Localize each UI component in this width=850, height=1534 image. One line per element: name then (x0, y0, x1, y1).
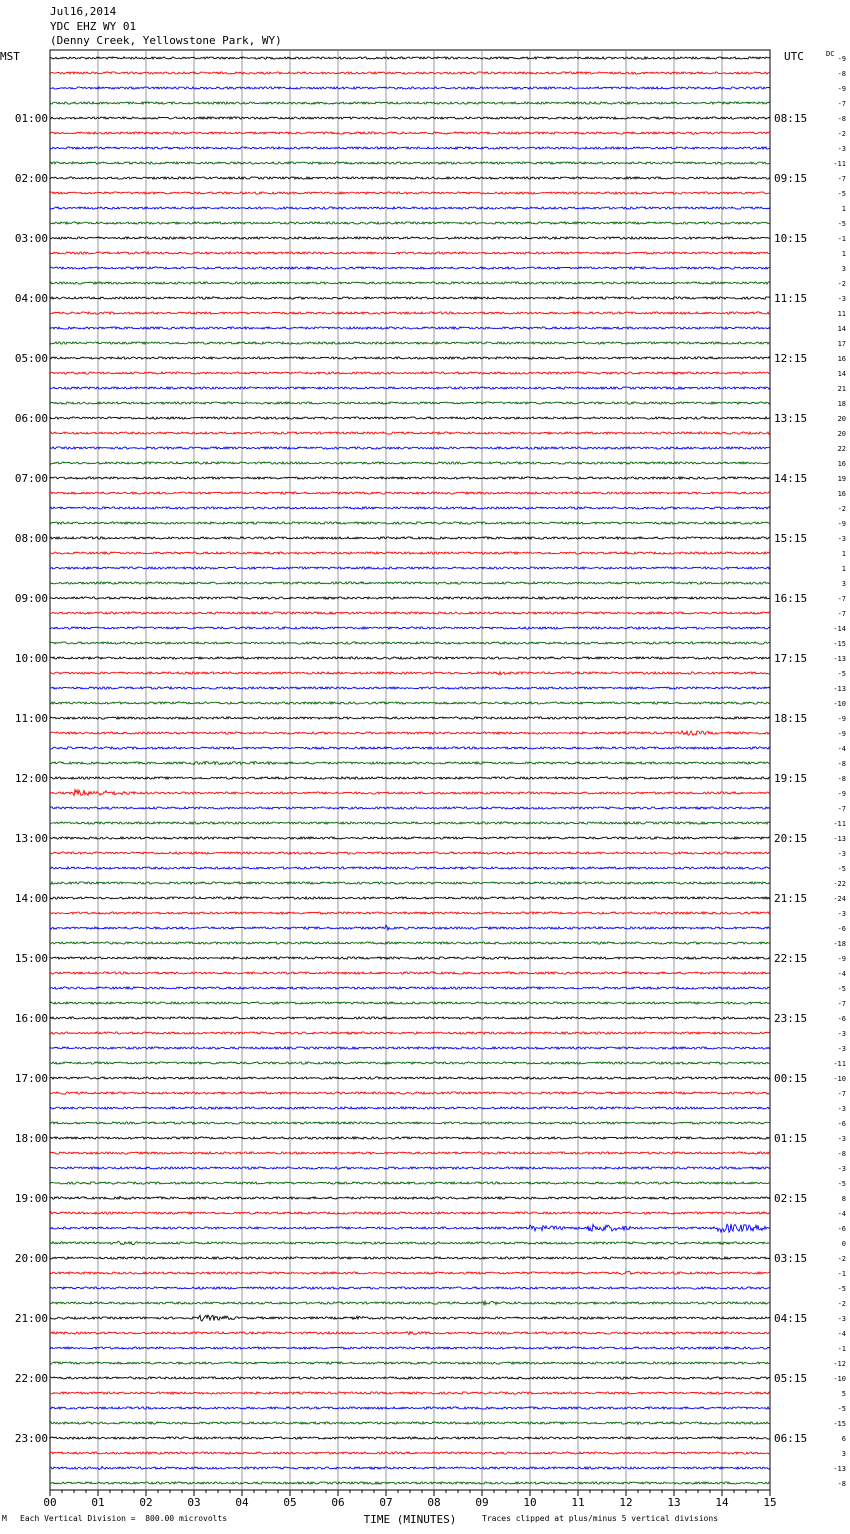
dc-offset-label: -9 (837, 55, 846, 63)
dc-offset-label: -7 (837, 100, 846, 108)
dc-offset-label: -10 (833, 1075, 846, 1083)
trace-line (50, 717, 770, 719)
trace-line (50, 1212, 770, 1214)
x-tick-label: 15 (763, 1496, 777, 1509)
trace-line (50, 822, 770, 824)
trace-line (50, 1002, 770, 1004)
trace-line (50, 1167, 770, 1169)
trace-line (50, 342, 770, 344)
dc-offset-label: 1 (841, 250, 846, 258)
dc-offset-label: -5 (837, 865, 846, 873)
dc-offset-label: 21 (837, 385, 846, 393)
dc-offset-label: -15 (833, 640, 846, 648)
trace-line (50, 687, 770, 689)
dc-offset-label: -6 (837, 925, 846, 933)
dc-offset-label: -7 (837, 1090, 846, 1098)
hour-label-utc: 04:15 (774, 1312, 808, 1325)
hour-label-mst: 13:00 (14, 832, 48, 845)
dc-offset-label: 3 (841, 580, 846, 588)
trace-line (50, 282, 770, 284)
trace-line (50, 867, 770, 869)
dc-offset-label: -5 (837, 1180, 846, 1188)
trace-line (50, 597, 770, 599)
dc-offset-label: -2 (837, 1255, 846, 1263)
dc-offset-label: -12 (833, 1360, 846, 1368)
trace-line (50, 1062, 770, 1064)
trace-line (50, 1137, 770, 1139)
trace-line (50, 987, 770, 989)
hour-label-utc: 08:15 (774, 112, 808, 125)
dc-offset-label: -9 (837, 955, 846, 963)
trace-line (50, 1224, 770, 1232)
trace-line (50, 552, 770, 554)
hour-label-utc: 23:15 (774, 1012, 808, 1025)
x-tick-label: 14 (715, 1496, 729, 1509)
x-tick-label: 07 (379, 1496, 393, 1509)
trace-line (50, 837, 770, 839)
dc-offset-label: -3 (837, 1105, 846, 1113)
hour-label-mst: 15:00 (14, 952, 48, 965)
dc-offset-label: -3 (837, 1030, 846, 1038)
dc-offset-label: -7 (837, 175, 846, 183)
trace-line (50, 417, 770, 419)
dc-offset-label: 8 (841, 1195, 846, 1203)
dc-offset-label: -5 (837, 985, 846, 993)
hour-label-mst: 07:00 (14, 472, 48, 485)
trace-line (50, 761, 770, 765)
dc-offset-label: -2 (837, 505, 846, 513)
dc-offset-label: -7 (837, 595, 846, 603)
x-tick-label: 05 (283, 1496, 297, 1509)
hour-label-utc: 13:15 (774, 412, 808, 425)
trace-line (50, 657, 770, 659)
dc-offset-label: -7 (837, 610, 846, 618)
trace-line (50, 1287, 770, 1289)
dc-offset-label: -9 (837, 715, 846, 723)
dc-offset-label: -7 (837, 1000, 846, 1008)
trace-line (50, 852, 770, 854)
trace-line (50, 387, 770, 389)
trace-line (50, 582, 770, 584)
trace-line (50, 1347, 770, 1349)
dc-offset-label: -1 (837, 1345, 846, 1353)
dc-offset-label: -3 (837, 1165, 846, 1173)
trace-line (50, 702, 770, 704)
dc-offset-label: 17 (837, 340, 846, 348)
dc-offset-label: -8 (837, 1150, 846, 1158)
dc-offset-label: -5 (837, 670, 846, 678)
trace-line (50, 1196, 770, 1199)
trace-line (50, 942, 770, 944)
hour-label-mst: 17:00 (14, 1072, 48, 1085)
trace-line (50, 1017, 770, 1019)
dc-offset-label: -8 (837, 775, 846, 783)
dc-offset-label: 3 (841, 1450, 846, 1458)
trace-line (50, 1032, 770, 1034)
x-tick-label: 03 (187, 1496, 201, 1509)
hour-label-utc: 18:15 (774, 712, 808, 725)
clip-note: Traces clipped at plus/minus 5 vertical divisions (482, 1514, 719, 1523)
hour-label-mst: 01:00 (14, 112, 48, 125)
x-tick-label: 01 (91, 1496, 105, 1509)
dc-offset-label: -5 (837, 220, 846, 228)
dc-offset-label: -5 (837, 190, 846, 198)
dc-offset-label: 20 (837, 415, 846, 423)
hour-label-mst: 12:00 (14, 772, 48, 785)
trace-line (50, 1241, 770, 1244)
hour-label-utc: 05:15 (774, 1372, 808, 1385)
dc-offset-label: 14 (837, 370, 846, 378)
trace-line (50, 972, 770, 974)
trace-line (50, 1482, 770, 1484)
dc-offset-label: -13 (833, 685, 846, 693)
x-tick-label: 04 (235, 1496, 249, 1509)
scale-note: Each Vertical Division = 800.00 microvolts (20, 1514, 228, 1523)
x-tick-label: 13 (667, 1496, 681, 1509)
dc-offset-label: 19 (837, 475, 846, 483)
trace-line (50, 777, 770, 779)
hour-label-mst: 10:00 (14, 652, 48, 665)
dc-offset-label: -6 (837, 1225, 846, 1233)
x-tick-label: 12 (619, 1496, 633, 1509)
dc-offset-label: 22 (837, 445, 846, 453)
hour-label-mst: 18:00 (14, 1132, 48, 1145)
hour-label-mst: 06:00 (14, 412, 48, 425)
hour-label-utc: 22:15 (774, 952, 808, 965)
trace-line (50, 57, 770, 59)
dc-offset-label: -11 (833, 160, 846, 168)
trace-line (50, 642, 770, 644)
trace-line (50, 237, 770, 239)
hour-label-utc: 01:15 (774, 1132, 808, 1145)
hour-label-utc: 20:15 (774, 832, 808, 845)
dc-label: DC (826, 50, 835, 58)
dc-offset-label: -13 (833, 1465, 846, 1473)
trace-line (50, 462, 770, 464)
hour-label-utc: 12:15 (774, 352, 808, 365)
dc-offset-label: 16 (837, 490, 846, 498)
hour-label-utc: 19:15 (774, 772, 808, 785)
trace-line (50, 731, 770, 736)
trace-line (50, 207, 770, 209)
trace-line (50, 1107, 770, 1109)
dc-offset-label: 3 (841, 265, 846, 273)
trace-line (50, 1362, 770, 1364)
station-location: (Denny Creek, Yellowstone Park, WY) (50, 34, 282, 47)
dc-offset-label: -8 (837, 760, 846, 768)
hour-label-mst: 08:00 (14, 532, 48, 545)
dc-offset-label: -5 (837, 1285, 846, 1293)
trace-line (50, 327, 770, 329)
trace-line (50, 1077, 770, 1079)
hour-label-mst: 14:00 (14, 892, 48, 905)
dc-offset-label: -1 (837, 235, 846, 243)
trace-line (50, 1332, 770, 1335)
dc-offset-label: -22 (833, 880, 846, 888)
hour-label-utc: 11:15 (774, 292, 808, 305)
dc-offset-label: 16 (837, 355, 846, 363)
x-tick-label: 11 (571, 1496, 585, 1509)
dc-offset-label: -8 (837, 115, 846, 123)
dc-offset-label: -11 (833, 1060, 846, 1068)
hour-label-utc: 15:15 (774, 532, 808, 545)
trace-line (50, 1422, 770, 1425)
hour-label-mst: 16:00 (14, 1012, 48, 1025)
dc-offset-label: 6 (841, 1435, 846, 1443)
hour-label-mst: 20:00 (14, 1252, 48, 1265)
trace-line (50, 477, 770, 479)
plot-date: Jul16,2014 (50, 5, 117, 18)
trace-line (50, 807, 770, 809)
trace-line (50, 1377, 770, 1379)
dc-offset-label: -24 (833, 895, 846, 903)
dc-offset-label: -15 (833, 1420, 846, 1428)
trace-line (50, 267, 770, 269)
trace-line (50, 147, 770, 149)
dc-offset-label: -4 (837, 1330, 846, 1338)
dc-offset-label: -3 (837, 295, 846, 303)
trace-line (50, 612, 770, 614)
trace-line (50, 72, 770, 74)
trace-line (50, 132, 770, 134)
trace-line (50, 1047, 770, 1049)
dc-offset-label: -3 (837, 1315, 846, 1323)
trace-line (50, 1271, 770, 1274)
dc-offset-label: -3 (837, 910, 846, 918)
dc-offset-label: -10 (833, 700, 846, 708)
x-tick-label: 00 (43, 1496, 57, 1509)
trace-line (50, 162, 770, 164)
dc-offset-label: -13 (833, 655, 846, 663)
hour-label-utc: 06:15 (774, 1432, 808, 1445)
hour-label-mst: 11:00 (14, 712, 48, 725)
dc-offset-label: 14 (837, 325, 846, 333)
dc-offset-label: -3 (837, 1135, 846, 1143)
trace-line (50, 1437, 770, 1439)
dc-offset-label: -8 (837, 70, 846, 78)
trace-line (50, 447, 770, 449)
dc-offset-label: -11 (833, 820, 846, 828)
hour-label-utc: 16:15 (774, 592, 808, 605)
trace-line (50, 537, 770, 539)
trace-line (50, 1452, 770, 1454)
hour-label-mst: 02:00 (14, 172, 48, 185)
dc-offset-label: -3 (837, 145, 846, 153)
dc-offset-label: -18 (833, 940, 846, 948)
trace-line (50, 957, 770, 959)
station-code: YDC EHZ WY 01 (50, 20, 137, 33)
trace-line (50, 522, 770, 524)
dc-offset-label: -3 (837, 535, 846, 543)
trace-line (50, 1392, 770, 1394)
hour-label-utc: 14:15 (774, 472, 808, 485)
trace-line (50, 1257, 770, 1259)
trace-line (50, 402, 770, 404)
dc-offset-label: -9 (837, 790, 846, 798)
corner-mark: M (2, 1514, 7, 1523)
hour-label-mst: 04:00 (14, 292, 48, 305)
trace-line (50, 925, 770, 930)
hour-label-utc: 17:15 (774, 652, 808, 665)
trace-line (50, 627, 770, 629)
dc-offset-label: -8 (837, 1480, 846, 1488)
dc-offset-label: -10 (833, 1375, 846, 1383)
trace-line (50, 1152, 770, 1154)
trace-line (50, 222, 770, 224)
dc-offset-label: -1 (837, 1270, 846, 1278)
hour-label-mst: 23:00 (14, 1432, 48, 1445)
hour-label-utc: 10:15 (774, 232, 808, 245)
trace-line (50, 747, 770, 749)
dc-offset-label: 16 (837, 460, 846, 468)
mst-label: MST (0, 50, 20, 63)
hour-label-mst: 03:00 (14, 232, 48, 245)
x-tick-label: 10 (523, 1496, 537, 1509)
trace-line (50, 882, 770, 884)
x-tick-label: 06 (331, 1496, 345, 1509)
dc-offset-label: -6 (837, 1015, 846, 1023)
dc-offset-label: -2 (837, 1300, 846, 1308)
dc-offset-label: 1 (841, 565, 846, 573)
dc-offset-label: 11 (837, 310, 846, 318)
hour-label-utc: 09:15 (774, 172, 808, 185)
hour-label-utc: 21:15 (774, 892, 808, 905)
trace-line (50, 567, 770, 569)
dc-offset-label: -4 (837, 970, 846, 978)
x-tick-label: 09 (475, 1496, 489, 1509)
dc-offset-label: 5 (841, 1390, 846, 1398)
trace-line (50, 912, 770, 914)
trace-line (50, 312, 770, 314)
dc-offset-label: 1 (841, 205, 846, 213)
dc-offset-label: -4 (837, 745, 846, 753)
hour-label-mst: 05:00 (14, 352, 48, 365)
trace-line (50, 1301, 770, 1305)
trace-line (50, 1407, 770, 1409)
dc-offset-label: 18 (837, 400, 846, 408)
trace-line (50, 297, 770, 299)
dc-offset-label: -9 (837, 520, 846, 528)
dc-offset-label: -3 (837, 850, 846, 858)
x-axis-label: TIME (MINUTES) (363, 1513, 457, 1526)
hour-label-utc: 02:15 (774, 1192, 808, 1205)
dc-offset-label: -9 (837, 730, 846, 738)
dc-offset-label: -9 (837, 85, 846, 93)
dc-offset-label: -13 (833, 835, 846, 843)
x-tick-label: 08 (427, 1496, 441, 1509)
utc-label: UTC (784, 50, 804, 63)
trace-line (50, 790, 770, 796)
trace-line (50, 507, 770, 509)
trace-line (50, 1092, 770, 1094)
trace-line (50, 87, 770, 89)
trace-line (50, 192, 770, 194)
trace-line (50, 1315, 770, 1321)
dc-offset-label: 0 (841, 1240, 846, 1248)
dc-offset-label: -2 (837, 130, 846, 138)
trace-line (50, 672, 770, 675)
dc-offset-label: -5 (837, 1405, 846, 1413)
trace-line (50, 1182, 770, 1184)
trace-line (50, 252, 770, 254)
trace-line (50, 372, 770, 374)
hour-label-mst: 21:00 (14, 1312, 48, 1325)
trace-line (50, 432, 770, 434)
trace-line (50, 1122, 770, 1124)
trace-line (50, 897, 770, 899)
hour-label-mst: 22:00 (14, 1372, 48, 1385)
hour-label-utc: 00:15 (774, 1072, 808, 1085)
trace-line (50, 492, 770, 494)
x-tick-label: 02 (139, 1496, 153, 1509)
trace-line (50, 1467, 770, 1470)
trace-line (50, 117, 770, 119)
hour-label-utc: 03:15 (774, 1252, 808, 1265)
hour-label-mst: 19:00 (14, 1192, 48, 1205)
dc-offset-label: -2 (837, 280, 846, 288)
dc-offset-label: -6 (837, 1120, 846, 1128)
dc-offset-label: 1 (841, 550, 846, 558)
hour-label-mst: 09:00 (14, 592, 48, 605)
dc-offset-label: -14 (833, 625, 846, 633)
trace-line (50, 357, 770, 359)
trace-line (50, 102, 770, 104)
trace-line (50, 177, 770, 179)
dc-offset-label: -7 (837, 805, 846, 813)
dc-offset-label: 20 (837, 430, 846, 438)
dc-offset-label: -4 (837, 1210, 846, 1218)
dc-offset-label: -3 (837, 1045, 846, 1053)
